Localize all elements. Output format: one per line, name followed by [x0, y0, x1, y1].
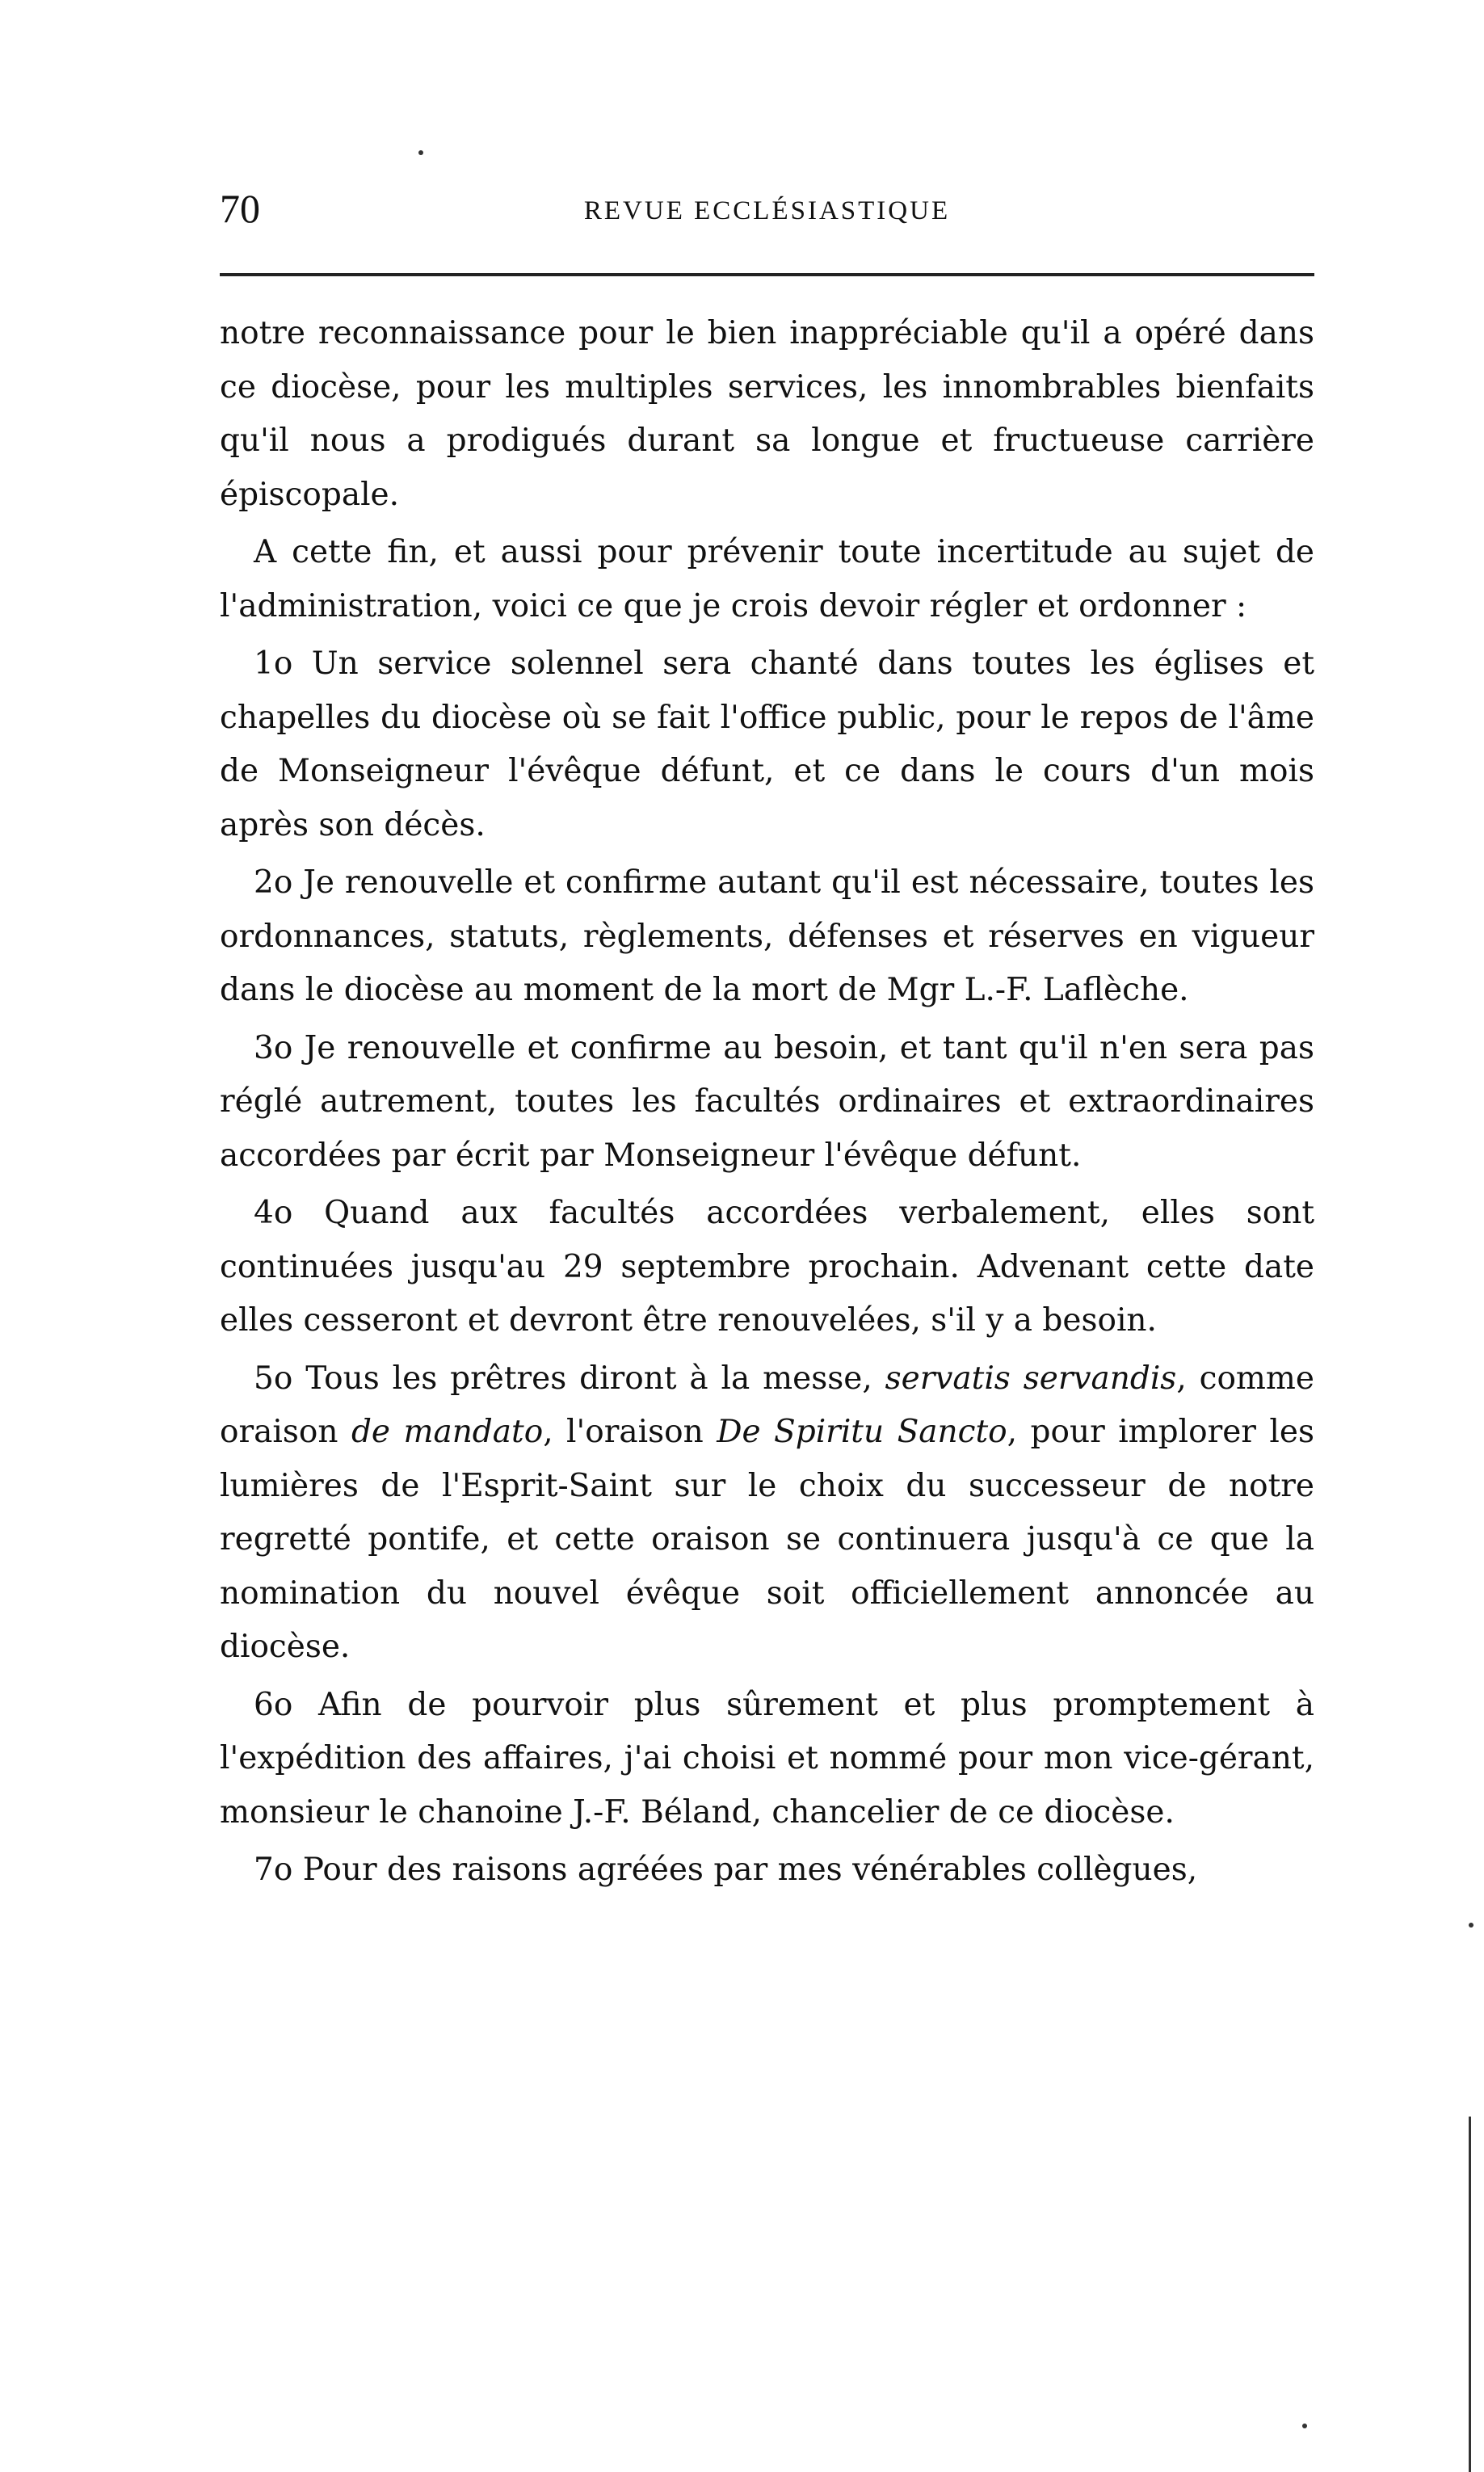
paragraph-7-text-e: , l'oraison	[543, 1414, 717, 1450]
paragraph-7-italic-de-mandato: de mandato	[351, 1414, 544, 1450]
paragraph-7-text-c: , comme oraison	[220, 1360, 1314, 1450]
body-text	[220, 307, 1314, 1902]
paragraph-7-italic-servatis: servatis servandis	[885, 1360, 1177, 1397]
paragraph-2: A cette fin, et aussi pour prévenir toute incertitude au sujet de l'administration, voici ce que je crois devoir régler et ordonner :	[220, 534, 1314, 624]
page-number: 70	[220, 186, 260, 231]
paragraph-1: notre reconnaissance pour le bien inappréciable qu'il a opéré dans ce diocèse, pour les multiples services, les innombrables bienfaits qu'il nous a prodigués durant sa longue et fructueuse carrière épiscopale.	[220, 315, 1314, 513]
paragraph-7-text-a: 5o Tous les prêtres diront à la messe,	[254, 1360, 885, 1397]
paragraph-7-text-g: , pour implorer les lumières de l'Esprit-Saint sur le choix du successeur de notre regretté pontife, et cette oraison se continuera jusqu'à ce que la nomination du nouvel évêque soit officiellement annoncée au diocèse.	[220, 1414, 1314, 1665]
paragraph-8: 6o Afin de pourvoir plus sûrement et plus promptement à l'expédition des affaires, j'ai choisi et nommé pour mon vice-gérant, monsieur le chanoine J.-F. Béland, chancelier de ce diocèse.	[220, 1686, 1314, 1831]
paragraph-5: 3o Je renouvelle et confirme au besoin, et tant qu'il n'en sera pas réglé autrement, toutes les facultés ordinaires et extraordinaires accordées par écrit par Monseigneur l'évêque défunt.	[220, 1029, 1314, 1174]
scan-edge-line	[1469, 2117, 1471, 2472]
scan-speck	[418, 150, 423, 155]
scan-speck	[1469, 1923, 1473, 1928]
running-title: REVUE ECCLÉSIASTIQUE	[583, 196, 951, 225]
paragraph-4: 2o Je renouvelle et confirme autant qu'il est nécessaire, toutes les ordonnances, statuts, règlements, défenses et réserves en vigueur dans le diocèse au moment de la mort de Mgr L.-F. Laflèche.	[220, 864, 1314, 1008]
paragraph-7-italic-de-spiritu-sancto: De Spiritu Sancto	[717, 1414, 1007, 1450]
paragraph-6: 4o Quand aux facultés accordées verbalement, elles sont continuées jusqu'au 29 septembre prochain. Advenant cette date elles cesseront et devront être renouvelées, s'il y a besoin.	[220, 1195, 1314, 1339]
page-header	[220, 184, 1314, 241]
paragraph-9: 7o Pour des raisons agréées par mes vénérables collègues,	[254, 1852, 1198, 1888]
paragraph-3: 1o Un service solennel sera chanté dans toutes les églises et chapelles du diocèse où se fait l'office public, pour le repos de l'âme de Monseigneur l'évêque défunt, et ce dans le cours d'un mois après son décès.	[220, 645, 1314, 843]
header-rule	[220, 273, 1314, 276]
scan-speck	[1302, 2424, 1307, 2428]
paragraph-7	[220, 1352, 1314, 1675]
